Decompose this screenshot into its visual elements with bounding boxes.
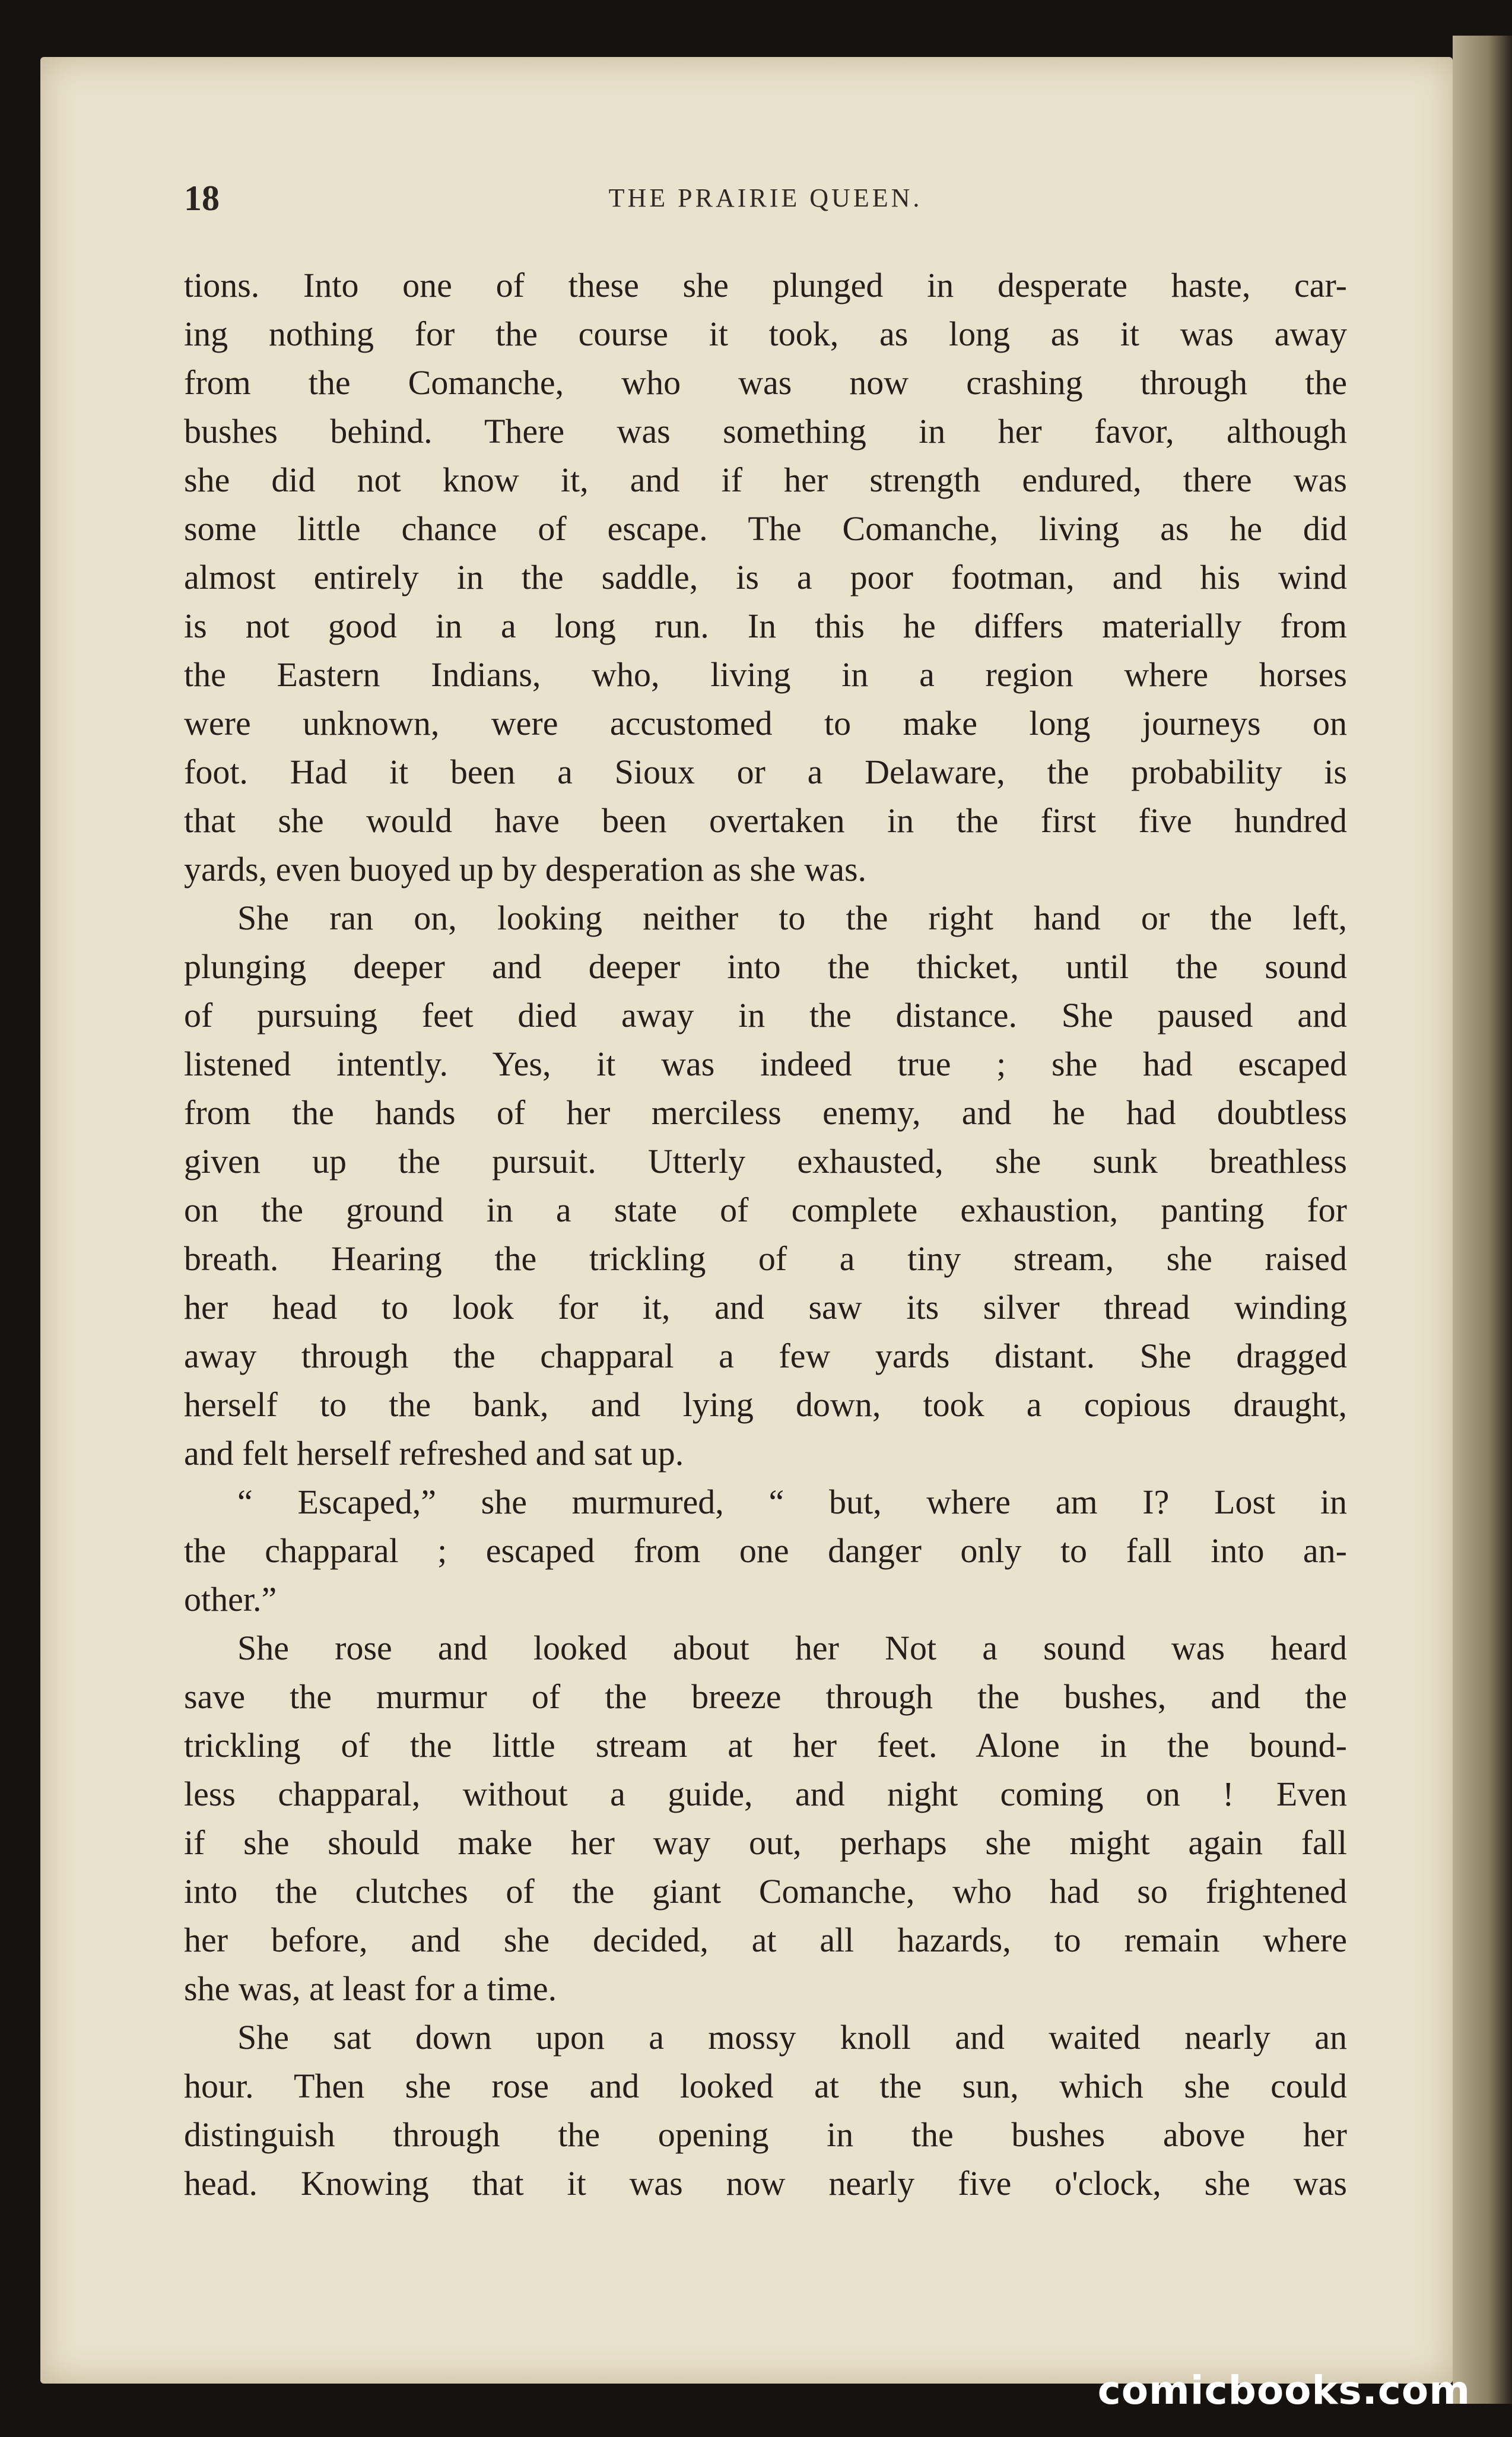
text-line: head. Knowing that it was now nearly five o'clock, she was	[184, 2164, 1347, 2203]
text-line: from the hands of her merciless enemy, and he had doubtless	[184, 1093, 1347, 1132]
text-line: some little chance of escape. The Comanche, living as he did	[184, 509, 1347, 548]
text-line: of pursuing feet died away in the distance. She paused and	[184, 996, 1347, 1035]
book-spine	[1453, 36, 1512, 2404]
text-line: trickling of the little stream at her feet. Alone in the bound-	[184, 1726, 1347, 1765]
text-line: hour. Then she rose and looked at the sun, which she could	[184, 2067, 1347, 2105]
body-text	[184, 261, 1347, 2208]
text-line: yards, even buoyed up by desperation as she was.	[184, 850, 867, 889]
text-line: ing nothing for the course it took, as long as it was away	[184, 315, 1347, 353]
page-header	[184, 178, 1347, 226]
text-line: given up the pursuit. Utterly exhausted, she sunk breathless	[184, 1142, 1347, 1181]
text-line: the Eastern Indians, who, living in a region where horses	[184, 655, 1347, 694]
running-title: THE PRAIRIE QUEEN.	[608, 183, 923, 212]
text-line: her before, and she decided, at all hazards, to remain where	[184, 1921, 1347, 1959]
text-line: plunging deeper and deeper into the thicket, until the sound	[184, 947, 1347, 986]
text-line: the chapparal ; escaped from one danger only to fall into an-	[184, 1531, 1347, 1570]
text-line: if she should make her way out, perhaps she might again fall	[184, 1823, 1347, 1862]
text-line: she did not know it, and if her strength endured, there was	[184, 461, 1347, 499]
text-line: almost entirely in the saddle, is a poor footman, and his wind	[184, 558, 1347, 596]
page-number: 18	[184, 179, 220, 218]
text-line: tions. Into one of these she plunged in desperate haste, car-	[184, 266, 1347, 304]
text-line: into the clutches of the giant Comanche, who had so frightened	[184, 1872, 1347, 1911]
text-line: that she would have been overtaken in the first five hundred	[184, 801, 1347, 840]
text-line: other.”	[184, 1580, 277, 1619]
text-line: she was, at least for a time.	[184, 1969, 557, 2008]
text-line: distinguish through the opening in the bushes above her	[184, 2115, 1347, 2154]
text-line: foot. Had it been a Sioux or a Delaware, the probability is	[184, 753, 1347, 791]
text-line: bushes behind. There was something in her favor, although	[184, 412, 1347, 450]
text-line: She ran on, looking neither to the right hand or the left,	[237, 899, 1347, 937]
text-line: were unknown, were accustomed to make long journeys on	[184, 704, 1347, 742]
text-line: away through the chapparal a few yards distant. She dragged	[184, 1337, 1347, 1375]
text-line: breath. Hearing the trickling of a tiny stream, she raised	[184, 1239, 1347, 1278]
text-line: less chapparal, without a guide, and night coming on ! Even	[184, 1775, 1347, 1813]
text-line: is not good in a long run. In this he differs materially from	[184, 607, 1347, 645]
text-line: listened intently. Yes, it was indeed true ; she had escaped	[184, 1045, 1347, 1083]
text-line: from the Comanche, who was now crashing through the	[184, 363, 1347, 402]
text-line: herself to the bank, and lying down, took a copious draught,	[184, 1385, 1347, 1424]
text-line: She rose and looked about her Not a sound was heard	[237, 1629, 1347, 1667]
text-line: save the murmur of the breeze through the bushes, and the	[184, 1677, 1347, 1716]
text-line: on the ground in a state of complete exhaustion, panting for	[184, 1191, 1347, 1229]
text-line: and felt herself refreshed and sat up.	[184, 1434, 684, 1473]
text-line: her head to look for it, and saw its silver thread winding	[184, 1288, 1347, 1327]
watermark: comicbooks.com	[1097, 2368, 1470, 2413]
text-line: “ Escaped,” she murmured, “ but, where am I? Lost in	[237, 1483, 1347, 1521]
text-line: She sat down upon a mossy knoll and waited nearly an	[237, 2018, 1347, 2057]
